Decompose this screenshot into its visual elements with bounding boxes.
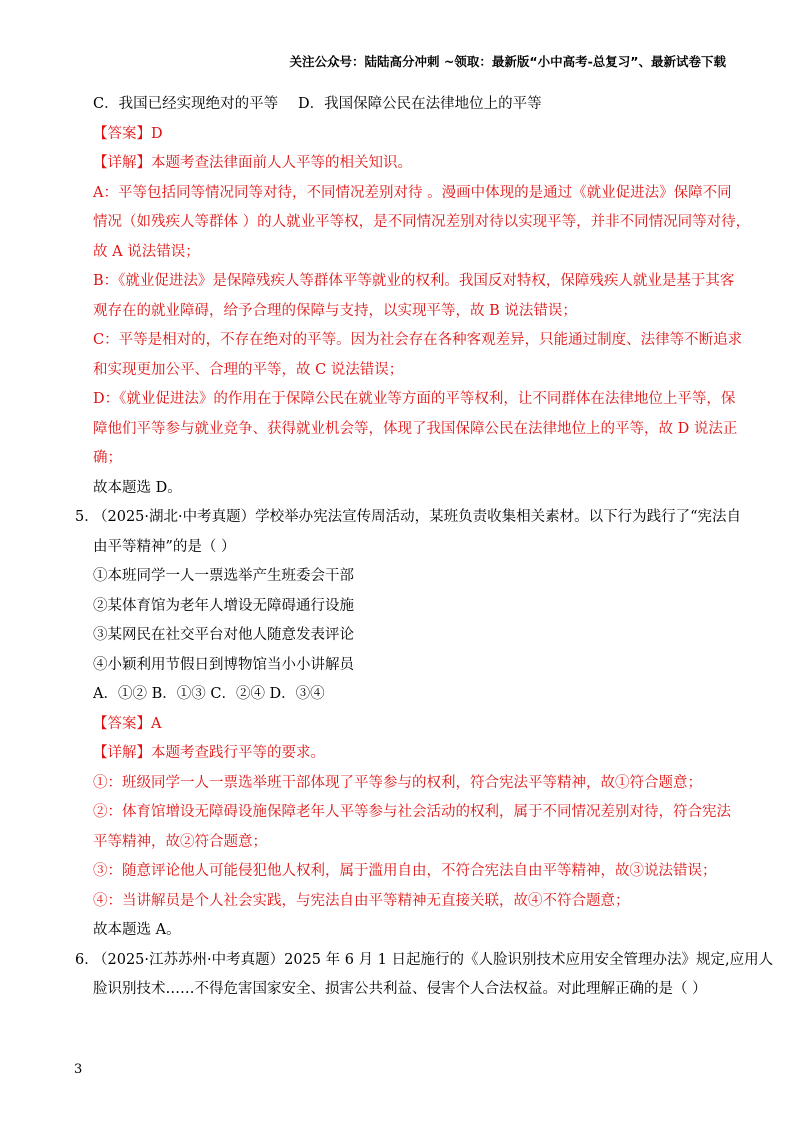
q6-stem-text: （2025·江苏苏州·中考真题）2025 年 6 月 1 日起施行的《人脸识别技术应用安全管理办法》规定,应用人 [93,951,774,968]
q5-item: ④小颖利用节假日到博物馆当小小讲解员 [93,656,354,673]
q5-conclusion: 故本题选 A。 [93,922,181,938]
q6-number: 6． [75,951,99,968]
q5-options: A．①② B．①③ C．②④ D．③④ [93,686,325,702]
q4-option-d: D．我国保障公民在法律地位上的平等 [298,96,542,112]
q4-explain-line: 观存在的就业障碍，给予合理的保障与支持，以实现平等，故 B 说法错误； [93,302,577,319]
q4-explain-line: 故 A 说法错误； [93,243,200,260]
q4-explain-line: 和实现更加公平、合理的平等，故 C 说法错误； [93,361,404,378]
q4-option-c: C．我国已经实现绝对的平等 [93,96,279,112]
q4-explain-line: 【详解】本题考查法律面前人人平等的相关知识。 [93,155,412,171]
q4-explain-line: 确； [93,450,122,466]
q5-stem-text: （2025·湖北·中考真题）学校举办宪法宣传周活动，某班负责收集相关素材。以下行为践行了“宪法自 [93,509,742,525]
q5-item: ②某体育馆为老年人增设无障碍通行设施 [93,597,354,614]
q4-conclusion: 故本题选 D。 [93,479,182,496]
q6-stem-line [75,946,774,976]
page-number: 3 [74,1062,83,1077]
q5-explain-line: ①：班级同学一人一票选举班干部体现了平等参与的权利，符合宪法平等精神，故①符合题意； [93,774,702,791]
header-promo-note: 关注公众号：陆陆高分冲刺 ~领取：最新版“小中高考-总复习”、最新试卷下载 [289,54,726,69]
q5-number: 5． [75,509,99,525]
q5-explain-line: 【详解】本题考查践行平等的要求。 [93,745,325,761]
q4-options-row [75,90,735,120]
q5-item: ③某网民在社交平台对他人随意发表评论 [93,627,354,643]
q4-answer: 【答案】D [93,125,163,142]
q5-stem-line: 由平等精神”的是（ ） [93,538,236,555]
page-content [75,90,774,1005]
q4-explain-line: 情况（如残疾人等群体 ）的人就业平等权，是不同情况差别对待以实现平等，并非不同情况同等对待， [93,214,751,230]
q5-item: ①本班同学一人一票选举产生班委会干部 [93,568,354,584]
q4-explain-line: C：平等是相对的，不存在绝对的平等。因为社会存在各种客观差异，只能通过制度、法律等不断追求 [93,332,743,348]
q4-explain-line: 障他们平等参与就业竞争、获得就业机会等，体现了我国保障公民在法律地位上的平等，故 D 说法正 [93,420,738,437]
q4-explain-line: D：《就业促进法》的作用在于保障公民在就业等方面的平等权利，让不同群体在法律地位上平等，保 [93,391,736,407]
q4-explain-line: A：平等包括同等情况同等对待，不同情况差别对待 。漫画中体现的是通过《就业促进法》保障不同 [93,184,732,201]
q5-explain-line: ②：体育馆增设无障碍设施保障老年人平等参与社会活动的权利，属于不同情况差别对待，符合宪法 [93,804,731,820]
q4-explain-line: B：《就业促进法》是保障残疾人等群体平等就业的权利。我国反对特权，保障残疾人就业是基于其客 [93,273,735,289]
q6-stem-line: 脸识别技术……不得危害国家安全、损害公共利益、侵害个人合法权益。对此理解正确的是（ ） [93,981,707,997]
q5-answer: 【答案】A [93,715,162,732]
q5-explain-line: ③：随意评论他人可能侵犯他人权利，属于滥用自由，不符合宪法自由平等精神，故③说法错误； [93,863,717,879]
q5-stem-line [75,503,742,533]
q5-explain-line: 平等精神，故②符合题意； [93,833,267,850]
q5-explain-line: ④：当讲解员是个人社会实践，与宪法自由平等精神无直接关联，故④不符合题意； [93,892,630,909]
